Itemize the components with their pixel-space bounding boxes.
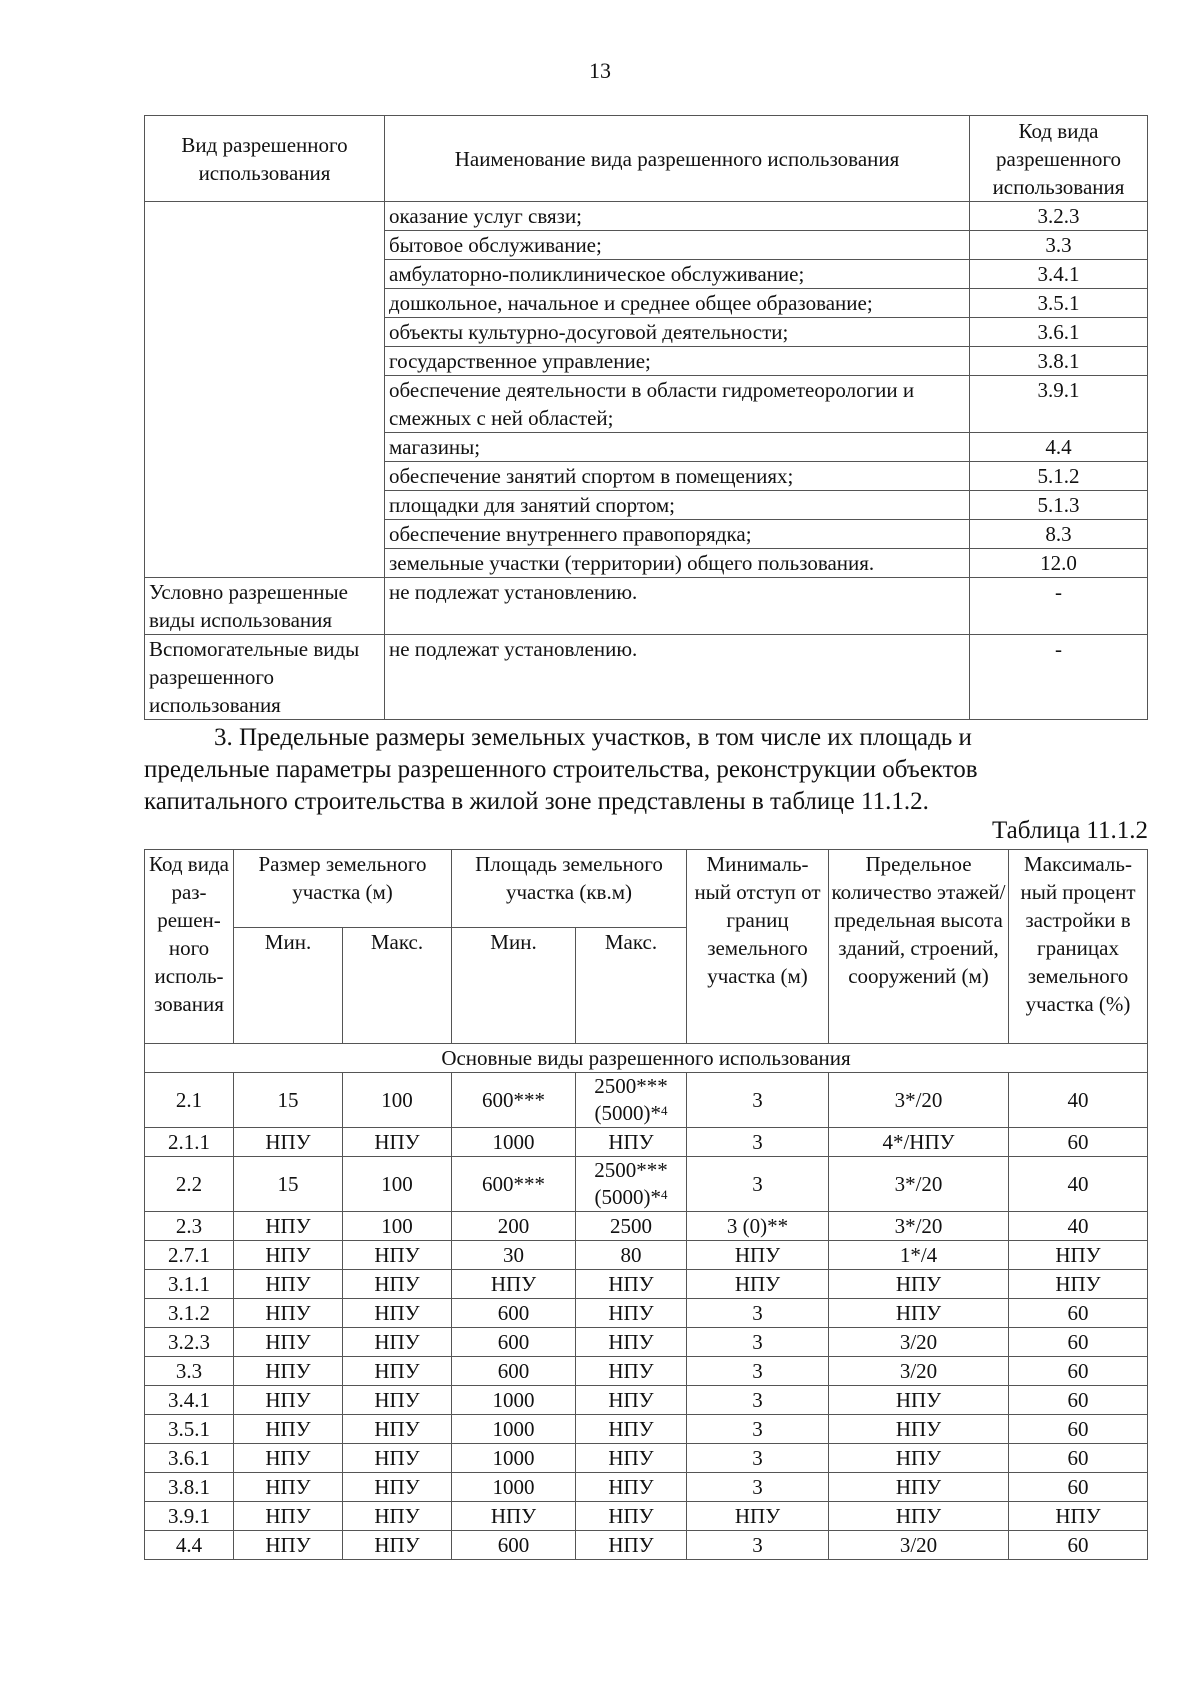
use-code-cell: 3.4.1 — [970, 260, 1148, 289]
code-cell: 3.6.1 — [145, 1444, 234, 1473]
size-min-cell: 15 — [234, 1157, 343, 1212]
area-max-alt-value — [578, 1100, 684, 1127]
use-code-cell: 3.6.1 — [970, 318, 1148, 347]
area-min-cell: 1000 — [452, 1444, 576, 1473]
area-max-cell: НПУ — [576, 1386, 687, 1415]
use-name-cell: амбулаторно-поликлиническое обслуживание; — [385, 260, 970, 289]
table-row — [145, 1444, 1148, 1473]
code-cell: 3.8.1 — [145, 1473, 234, 1502]
area-max-cell: НПУ — [576, 1473, 687, 1502]
size-max-cell: НПУ — [343, 1531, 452, 1560]
size-min-cell: НПУ — [234, 1357, 343, 1386]
section-title: Основные виды разрешенного использования — [145, 1044, 1148, 1073]
coverage-cell: 60 — [1009, 1357, 1148, 1386]
coverage-cell: 60 — [1009, 1444, 1148, 1473]
code-cell: 4.4 — [145, 1531, 234, 1560]
area-min-cell: НПУ — [452, 1502, 576, 1531]
area-min-cell: 1000 — [452, 1473, 576, 1502]
setback-cell: 3 — [687, 1531, 829, 1560]
paragraph — [144, 722, 1148, 818]
code-cell: 3.1.2 — [145, 1299, 234, 1328]
floors-cell: 3*/20 — [829, 1073, 1009, 1128]
header-use-name: Наименование вида разрешенного использования — [385, 116, 970, 202]
size-max-cell: НПУ — [343, 1502, 452, 1531]
use-code-cell: 12.0 — [970, 549, 1148, 578]
size-min-cell: НПУ — [234, 1241, 343, 1270]
table-row — [145, 202, 1148, 231]
use-name-cell: государственное управление; — [385, 347, 970, 376]
size-min-cell: НПУ — [234, 1270, 343, 1299]
size-max-cell: НПУ — [343, 1473, 452, 1502]
table-row — [145, 1128, 1148, 1157]
use-name-cell: обеспечение занятий спортом в помещениях; — [385, 462, 970, 491]
size-max-cell: НПУ — [343, 1299, 452, 1328]
setback-cell: 3 — [687, 1357, 829, 1386]
floors-cell: НПУ — [829, 1444, 1009, 1473]
use-name-cell: площадки для занятий спортом; — [385, 491, 970, 520]
floors-cell: 4*/НПУ — [829, 1128, 1009, 1157]
setback-cell: 3 — [687, 1299, 829, 1328]
table-row — [145, 1502, 1148, 1531]
use-code-cell: 3.2.3 — [970, 202, 1148, 231]
size-min-cell: НПУ — [234, 1212, 343, 1241]
floors-cell: 3*/20 — [829, 1157, 1009, 1212]
area-max-alt-text: (5000)* — [594, 1185, 661, 1209]
header-size-min: Мин. — [234, 928, 343, 1044]
coverage-cell: 60 — [1009, 1386, 1148, 1415]
code-cell: 2.3 — [145, 1212, 234, 1241]
code-cell: 3.1.1 — [145, 1270, 234, 1299]
paragraph-line: 3. Предельные размеры земельных участков, в том числе их площадь и — [214, 724, 972, 751]
table-row — [145, 1270, 1148, 1299]
floors-cell: НПУ — [829, 1415, 1009, 1444]
size-max-cell: НПУ — [343, 1128, 452, 1157]
floors-cell: НПУ — [829, 1502, 1009, 1531]
size-max-cell: НПУ — [343, 1270, 452, 1299]
paragraph-line: капитального строительства в жилой зоне представлены в таблице 11.1.2. — [144, 788, 929, 815]
floors-cell: 3/20 — [829, 1357, 1009, 1386]
coverage-cell: 40 — [1009, 1157, 1148, 1212]
area-max-value: 2500*** — [594, 1074, 668, 1098]
area-max-cell: 2500 — [576, 1212, 687, 1241]
area-min-cell: НПУ — [452, 1270, 576, 1299]
footnote-marker: 4 — [661, 1103, 668, 1118]
size-max-cell: НПУ — [343, 1357, 452, 1386]
table-row — [145, 1073, 1148, 1128]
coverage-cell: 60 — [1009, 1299, 1148, 1328]
table-header-row — [145, 116, 1148, 202]
setback-cell: 3 — [687, 1073, 829, 1128]
size-min-cell: НПУ — [234, 1386, 343, 1415]
header-floors: Предельное количество этажей/ предельная высота зданий, строений, сооружений (м) — [829, 850, 1009, 1044]
size-max-cell: НПУ — [343, 1415, 452, 1444]
coverage-cell: НПУ — [1009, 1502, 1148, 1531]
area-max-cell: НПУ — [576, 1531, 687, 1560]
setback-cell: 3 — [687, 1328, 829, 1357]
code-cell: 2.7.1 — [145, 1241, 234, 1270]
table-row — [145, 1415, 1148, 1444]
coverage-cell: 40 — [1009, 1212, 1148, 1241]
footnote-marker: 4 — [661, 1187, 668, 1202]
table-caption: Таблица 11.1.2 — [992, 817, 1148, 844]
use-type-cell — [145, 202, 385, 578]
setback-cell: НПУ — [687, 1270, 829, 1299]
table-row — [145, 1473, 1148, 1502]
floors-cell: 3/20 — [829, 1531, 1009, 1560]
header-use-code: Код вида разрешенного использования — [970, 116, 1148, 202]
conditional-row — [145, 578, 1148, 635]
area-max-cell — [576, 1073, 687, 1128]
area-max-alt-text: (5000)* — [594, 1101, 661, 1125]
coverage-cell: НПУ — [1009, 1241, 1148, 1270]
area-max-value: 2500*** — [594, 1158, 668, 1182]
size-min-cell: НПУ — [234, 1299, 343, 1328]
area-min-cell: 1000 — [452, 1415, 576, 1444]
header-plot-area: Площадь земельного участка (кв.м) — [452, 850, 687, 928]
area-max-cell: НПУ — [576, 1128, 687, 1157]
use-name-cell: дошкольное, начальное и среднее общее образование; — [385, 289, 970, 318]
size-min-cell: НПУ — [234, 1531, 343, 1560]
floors-cell: НПУ — [829, 1386, 1009, 1415]
size-max-cell: НПУ — [343, 1386, 452, 1415]
area-max-cell: НПУ — [576, 1270, 687, 1299]
use-code-cell: - — [970, 578, 1148, 635]
code-cell: 2.1.1 — [145, 1128, 234, 1157]
use-code-cell: 3.3 — [970, 231, 1148, 260]
use-type-cell: Условно разрешенные виды использования — [145, 578, 385, 635]
area-max-cell: НПУ — [576, 1357, 687, 1386]
table-row — [145, 1212, 1148, 1241]
area-min-cell: 600 — [452, 1328, 576, 1357]
setback-cell: 3 — [687, 1473, 829, 1502]
table-header-row — [145, 850, 1148, 928]
coverage-cell: 60 — [1009, 1531, 1148, 1560]
use-name-cell: оказание услуг связи; — [385, 202, 970, 231]
area-min-cell: 200 — [452, 1212, 576, 1241]
code-cell: 3.5.1 — [145, 1415, 234, 1444]
header-use-type: Вид разрешенного использования — [145, 116, 385, 202]
area-max-alt-value — [578, 1184, 684, 1211]
use-name-cell: земельные участки (территории) общего пользования. — [385, 549, 970, 578]
auxiliary-row — [145, 635, 1148, 720]
header-area-max: Макс. — [576, 928, 687, 1044]
use-code-cell: 5.1.3 — [970, 491, 1148, 520]
area-min-cell: 30 — [452, 1241, 576, 1270]
setback-cell: НПУ — [687, 1502, 829, 1531]
size-max-cell: НПУ — [343, 1328, 452, 1357]
use-name-cell: не подлежат установлению. — [385, 578, 970, 635]
use-name-cell: обеспечение деятельности в области гидрометеорологии и смежных с ней областей; — [385, 376, 970, 433]
use-code-cell: - — [970, 635, 1148, 720]
code-cell: 2.1 — [145, 1073, 234, 1128]
size-min-cell: НПУ — [234, 1473, 343, 1502]
header-size-max: Макс. — [343, 928, 452, 1044]
table-row — [145, 1241, 1148, 1270]
coverage-cell: НПУ — [1009, 1270, 1148, 1299]
floors-cell: НПУ — [829, 1270, 1009, 1299]
table-row — [145, 1386, 1148, 1415]
use-code-cell: 8.3 — [970, 520, 1148, 549]
use-code-cell: 3.9.1 — [970, 376, 1148, 433]
size-min-cell: НПУ — [234, 1415, 343, 1444]
code-cell: 2.2 — [145, 1157, 234, 1212]
setback-cell: 3 — [687, 1386, 829, 1415]
setback-cell: 3 — [687, 1415, 829, 1444]
code-cell: 3.3 — [145, 1357, 234, 1386]
floors-cell: НПУ — [829, 1299, 1009, 1328]
table-row — [145, 1328, 1148, 1357]
area-max-cell: 80 — [576, 1241, 687, 1270]
use-name-cell: не подлежат установлению. — [385, 635, 970, 720]
code-cell: 3.2.3 — [145, 1328, 234, 1357]
header-plot-size: Размер земельного участка (м) — [234, 850, 452, 928]
use-name-cell: магазины; — [385, 433, 970, 462]
coverage-cell: 40 — [1009, 1073, 1148, 1128]
area-min-cell: 600 — [452, 1299, 576, 1328]
use-name-cell: объекты культурно-досуговой деятельности; — [385, 318, 970, 347]
header-coverage: Максималь-ный процент застройки в границах земельного участка (%) — [1009, 850, 1148, 1044]
size-max-cell: НПУ — [343, 1241, 452, 1270]
area-max-cell — [576, 1157, 687, 1212]
area-min-cell: 1000 — [452, 1386, 576, 1415]
coverage-cell: 60 — [1009, 1128, 1148, 1157]
permitted-use-table — [144, 115, 1148, 720]
size-min-cell: НПУ — [234, 1328, 343, 1357]
setback-cell: 3 (0)** — [687, 1212, 829, 1241]
coverage-cell: 60 — [1009, 1328, 1148, 1357]
use-type-cell: Вспомогательные виды разрешенного использования — [145, 635, 385, 720]
table-row — [145, 1531, 1148, 1560]
area-min-cell: 600 — [452, 1357, 576, 1386]
setback-cell: НПУ — [687, 1241, 829, 1270]
page-number: 13 — [589, 58, 611, 83]
header-setback: Минималь-ный отступ от границ земельного участка (м) — [687, 850, 829, 1044]
coverage-cell: 60 — [1009, 1415, 1148, 1444]
area-max-cell: НПУ — [576, 1444, 687, 1473]
setback-cell: 3 — [687, 1444, 829, 1473]
area-min-cell: 600*** — [452, 1157, 576, 1212]
use-code-cell: 3.5.1 — [970, 289, 1148, 318]
use-name-cell: бытовое обслуживание; — [385, 231, 970, 260]
area-min-cell: 600 — [452, 1531, 576, 1560]
section-row — [145, 1044, 1148, 1073]
setback-cell: 3 — [687, 1128, 829, 1157]
code-cell: 3.4.1 — [145, 1386, 234, 1415]
floors-cell: НПУ — [829, 1473, 1009, 1502]
area-max-cell: НПУ — [576, 1415, 687, 1444]
area-max-cell: НПУ — [576, 1328, 687, 1357]
header-code: Код вида раз-решен-ного исполь-зования — [145, 850, 234, 1044]
limits-table — [144, 849, 1148, 1560]
area-min-cell: 1000 — [452, 1128, 576, 1157]
size-min-cell: НПУ — [234, 1128, 343, 1157]
use-code-cell: 4.4 — [970, 433, 1148, 462]
use-name-cell: обеспечение внутреннего правопорядка; — [385, 520, 970, 549]
floors-cell: 1*/4 — [829, 1241, 1009, 1270]
size-max-cell: 100 — [343, 1073, 452, 1128]
setback-cell: 3 — [687, 1157, 829, 1212]
table-row — [145, 1357, 1148, 1386]
floors-cell: 3/20 — [829, 1328, 1009, 1357]
size-max-cell: 100 — [343, 1157, 452, 1212]
code-cell: 3.9.1 — [145, 1502, 234, 1531]
use-code-cell: 3.8.1 — [970, 347, 1148, 376]
paragraph-line: предельные параметры разрешенного строительства, реконструкции объектов — [144, 756, 978, 783]
size-max-cell: НПУ — [343, 1444, 452, 1473]
size-max-cell: 100 — [343, 1212, 452, 1241]
use-code-cell: 5.1.2 — [970, 462, 1148, 491]
table-row — [145, 1157, 1148, 1212]
area-max-cell: НПУ — [576, 1299, 687, 1328]
header-area-min: Мин. — [452, 928, 576, 1044]
area-min-cell: 600*** — [452, 1073, 576, 1128]
size-min-cell: 15 — [234, 1073, 343, 1128]
coverage-cell: 60 — [1009, 1473, 1148, 1502]
table-row — [145, 1299, 1148, 1328]
size-min-cell: НПУ — [234, 1502, 343, 1531]
floors-cell: 3*/20 — [829, 1212, 1009, 1241]
area-max-cell: НПУ — [576, 1502, 687, 1531]
size-min-cell: НПУ — [234, 1444, 343, 1473]
